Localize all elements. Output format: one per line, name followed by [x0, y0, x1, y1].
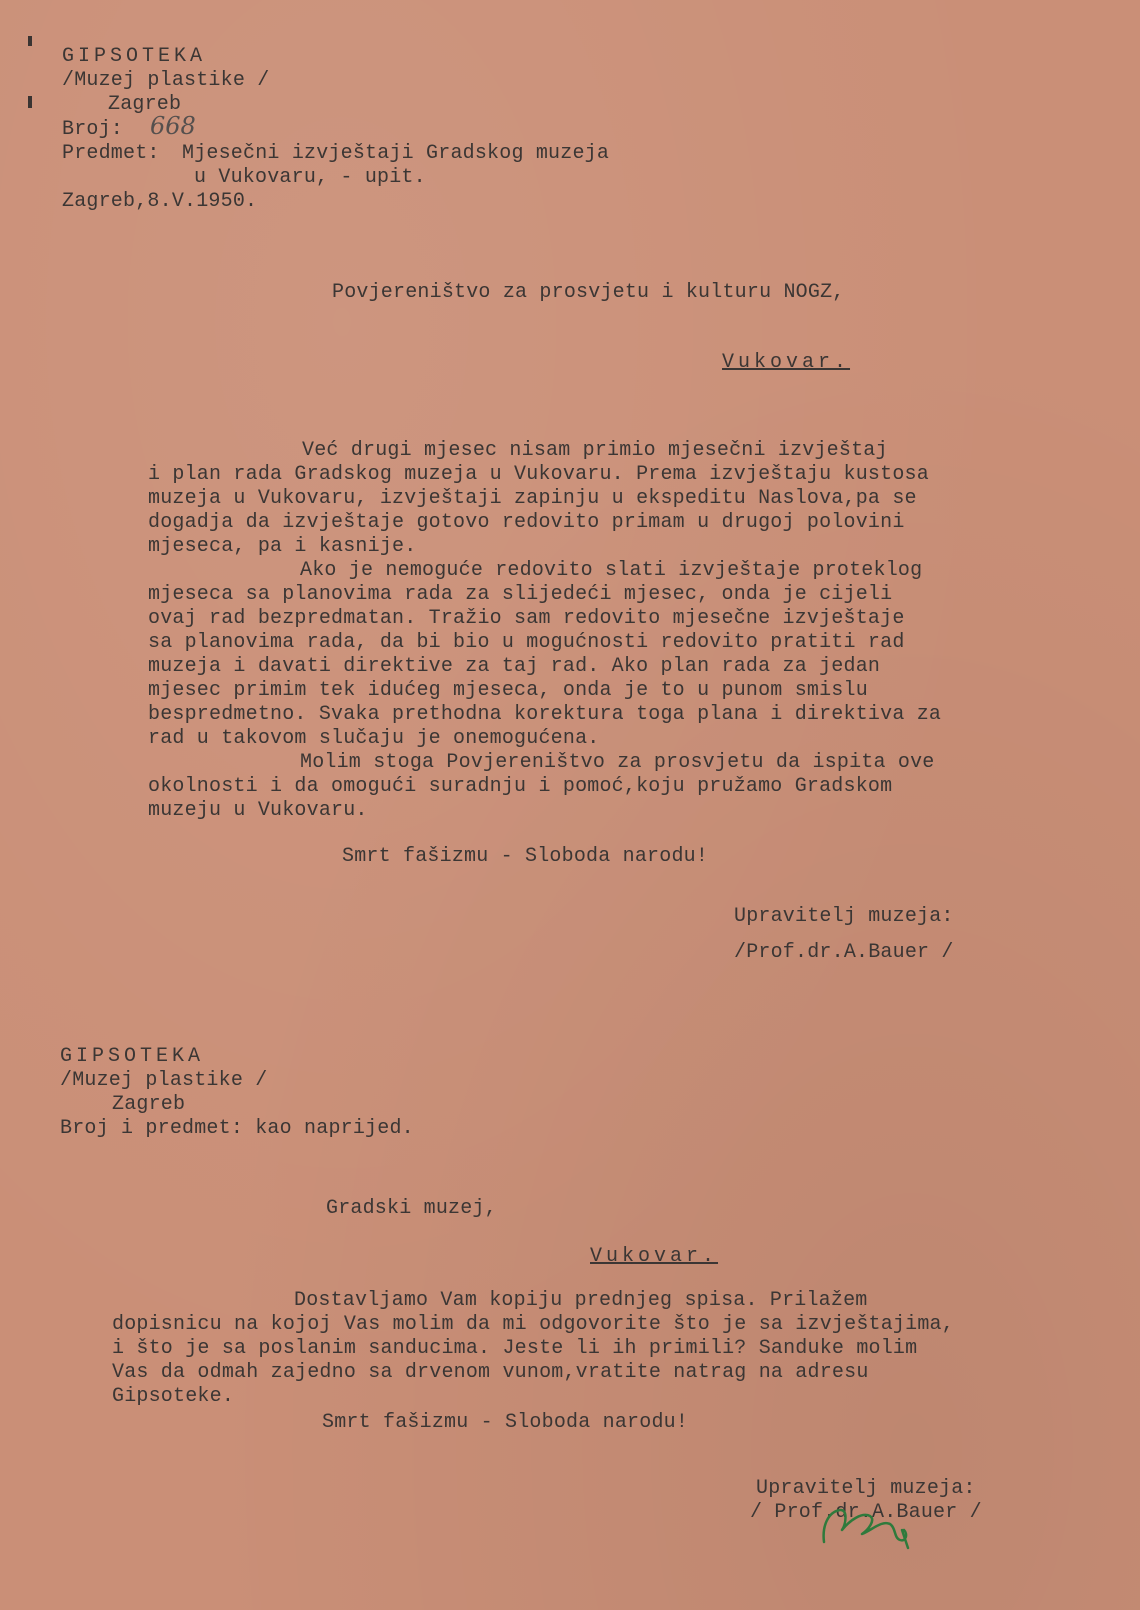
- letter1-signature-name: /Prof.dr.A.Bauer /: [734, 941, 954, 964]
- letter1-city: Zagreb: [108, 93, 182, 116]
- letter2-subtitle: /Muzej plastike /: [60, 1069, 268, 1092]
- body-line: sa planovima rada, da bi bio u mogućnosti redovito pratiti rad: [148, 631, 905, 654]
- letter1-institution: GIPSOTEKA: [62, 45, 207, 68]
- letter1-signature-title: Upravitelj muzeja:: [734, 905, 954, 928]
- signature-scribble: [818, 1490, 938, 1560]
- body-line: Ako je nemoguće redovito slati izvještaje proteklog: [300, 559, 923, 582]
- letter1-closing: Smrt fašizmu - Sloboda narodu!: [342, 845, 709, 868]
- body-line: ovaj rad bezpredmatan. Tražio sam redovito mjesečne izvještaje: [148, 607, 905, 630]
- body-line: Gipsoteke.: [112, 1385, 235, 1408]
- letter1-subtitle: /Muzej plastike /: [62, 69, 270, 92]
- letter2-city: Zagreb: [112, 1093, 186, 1116]
- body-line: muzeju u Vukovaru.: [148, 799, 368, 822]
- body-line: Vas da odmah zajedno sa drvenom vunom,vratite natrag na adresu: [112, 1361, 869, 1384]
- letter1-broj-handwritten: 668: [150, 112, 196, 140]
- body-line: okolnosti i da omogući suradnju i pomoć,koju pružamo Gradskom: [148, 775, 893, 798]
- body-line: i što je sa poslanim sanducima. Jeste li ih primili? Sanduke molim: [112, 1337, 918, 1360]
- letter2-signature-title: Upravitelj muzeja:: [756, 1477, 976, 1500]
- edge-mark: [28, 96, 32, 108]
- body-line: muzeja u Vukovaru, izvještaji zapinju u ekspeditu Naslova,pa se: [148, 487, 917, 510]
- body-line: Molim stoga Povjereništvo za prosvjetu da ispita ove: [300, 751, 935, 774]
- body-line: bespredmetno. Svaka prethodna korektura toga plana i direktiva za: [148, 703, 942, 726]
- letter1-predmet-line1: Mjesečni izvještaji Gradskog muzeja: [182, 142, 610, 165]
- body-line: muzeja i davati direktive za taj rad. Ako plan rada za jedan: [148, 655, 881, 678]
- letter1-predmet-line2: u Vukovaru, - upit.: [194, 166, 426, 189]
- body-line: dopisnicu na kojoj Vas molim da mi odgovorite što je sa izvještajima,: [112, 1313, 954, 1336]
- body-line: mjeseca, pa i kasnije.: [148, 535, 417, 558]
- letter2-recipient-name: Gradski muzej,: [326, 1197, 497, 1220]
- body-line: i plan rada Gradskog muzeja u Vukovaru. Prema izvještaju kustosa: [148, 463, 929, 486]
- body-line: mjesec primim tek idućeg mjeseca, onda je to u punom smislu: [148, 679, 868, 702]
- edge-mark: [28, 36, 32, 46]
- letter1-date: Zagreb,8.V.1950.: [62, 190, 258, 213]
- letter2-recipient-place: Vukovar.: [590, 1245, 719, 1268]
- letter2-institution: GIPSOTEKA: [60, 1045, 205, 1068]
- body-line: rad u takovom slučaju je onemogućena.: [148, 727, 600, 750]
- letter2-signature-name: / Prof.dr.A.Bauer /: [750, 1501, 982, 1524]
- letter1-recipient-name: Povjereništvo za prosvjetu i kulturu NOGZ,: [332, 281, 845, 304]
- body-line: dogadja da izvještaje gotovo redovito primam u drugoj polovini: [148, 511, 905, 534]
- letter1-recipient-place: Vukovar.: [722, 351, 851, 374]
- body-line: Dostavljamo Vam kopiju prednjeg spisa. Prilažem: [294, 1289, 868, 1312]
- letter1-broj-label: Broj:: [62, 118, 124, 141]
- letter2-broj-predmet: Broj i predmet: kao naprijed.: [60, 1117, 414, 1140]
- body-line: mjeseca sa planovima rada za slijedeći mjesec, onda je cijeli: [148, 583, 893, 606]
- letter2-closing: Smrt fašizmu - Sloboda narodu!: [322, 1411, 689, 1434]
- body-line: Već drugi mjesec nisam primio mjesečni izvještaj: [302, 439, 888, 462]
- letter1-predmet-label: Predmet:: [62, 142, 160, 165]
